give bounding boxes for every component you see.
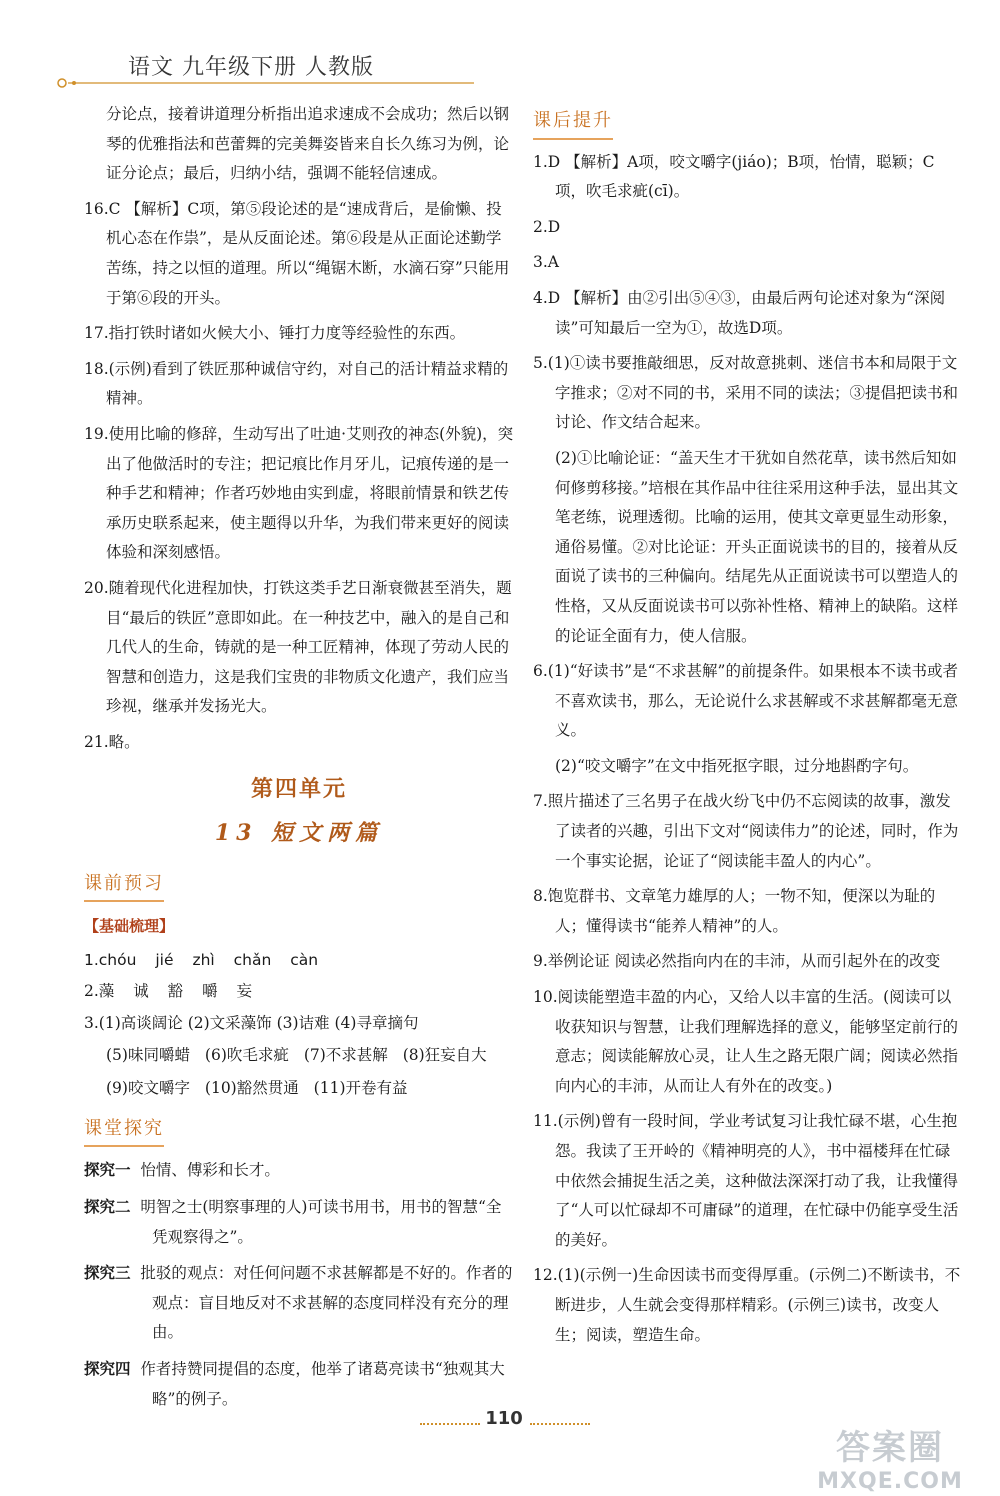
basic-3-item: (10)豁然贯通 [204,1079,299,1098]
footer-dots-right [530,1423,590,1425]
answer-r1: 1.D 【解析】A项，咬文嚼字(jiáo)；B项，怡情，聪颖；C项，吹毛求疵(cī)。 [533,152,935,201]
unit-title: 第四单元 [250,777,347,803]
header-ornament [56,76,476,90]
basic-3-item: (2)文采藻饰 [187,1014,272,1033]
answer-r3: 3.A [533,253,559,272]
basic-3-item: (9)咬文嚼字 [106,1079,190,1098]
answer-r6-2: (2)“咬文嚼字”在文中指死抠字眼，过分地斟酌字句。 [555,756,919,775]
basic-3-item: (7)不求甚解 [303,1045,388,1064]
answer-r5-1: 5.(1)①读书要推敲细思，反对故意挑刺、迷信书本和局限于文字推求；②对不同的书，采用不同的读法；③提倡把读书和讨论、作文结合起来。 [533,354,959,432]
answer-r6-1: 6.(1)“好读书”是“不求甚解”的前提条件。如果根本不读书或者不喜欢读书，那么，无论说什么求甚解或不求甚解都毫无意义。 [533,662,959,740]
explore-3 [84,1258,514,1348]
answer-19: 19.使用比喻的修辞，生动写出了吐迪·艾则孜的神态(外貌)，突出了他做活时的专注；把记痕比作月牙儿，记痕传递的是一种手艺和精神；作者巧妙地由实到虚，将眼前情景和铁艺传承历史联系起来，使主题得以升华，为我们带来更好的阅读体验和深刻感悟。 [84,424,514,562]
basic-review-heading: 【基础梳理】 [84,917,175,936]
basic-2: 2.藻 诚 豁 嚼 妄 [84,982,252,1001]
basic-3-row-3 [84,1074,514,1104]
basic-3-row-2 [84,1041,514,1071]
left-column [84,100,514,1420]
answer-r5-2: (2)①比喻论证：“盖天生才干犹如自然花草，读书然后知如何修剪移接。”培根在其作品中往往采用这种手法，显出其文笔老练，说理透彻。比喻的运用，使其文章更显生动形象，通俗易懂。②对比论证：开头正面说读书的目的，接着从反面说了读书的三种偏向。结尾先从正面说读书可以塑造人的性格，又从反面说读书可以弥补性格、精神上的缺陷。这样的论证全面有力，使人信服。 [555,448,959,645]
page-number: 110 [485,1408,523,1429]
answer-18: 18.(示例)看到了铁匠那种诚信守约，对自己的活计精益求精的精神。 [84,359,509,408]
explore-1 [84,1155,514,1186]
answer-r8: 8.饱览群书、文章笔力雄厚的人；一物不知，便深以为耻的人；懂得读书“能养人精神”的人。 [533,887,936,935]
explore-text: 作者持赞同提倡的态度，他举了诸葛亮读书“独观其大略”的例子。 [140,1359,505,1408]
explore-text: 怡情、傅彩和长才。 [140,1161,280,1180]
answer-r2: 2.D [533,217,561,236]
answer-continued: 分论点，接着讲道理分析指出追求速成不会成功；然后以钢琴的优雅指法和芭蕾舞的完美舞姿皆来自长久练习为例，论证分论点；最后，归纳小结，强调不能轻信速成。 [106,105,510,183]
answer-r10: 10.阅读能塑造丰盈的内心，又给人以丰富的生活。(阅读可以收获知识与智慧，让我们理解选择的意义，能够坚定前行的意志；阅读能解放心灵，让人生之路无限广阔；阅读必然指向内心的丰沛，从而让人有外在的改变。) [533,988,959,1095]
explore-label: 探究二 [84,1197,131,1216]
explore-text: 批驳的观点：对任何问题不求甚解都是不好的。作者的观点：盲目地反对不求甚解的态度同样没有充分的理由。 [140,1264,513,1342]
lesson-title: 13 短文两篇 [214,820,384,847]
answer-r11: 11.(示例)曾有一段时间，学业考试复习让我忙碌不堪，心生抱怨。我读了王开岭的《精神明亮的人》，书中福楼拜在忙碌中依然会捕捉生活之美，这种做法深深打动了我，让我懂得了“人可以忙碌却不可庸碌”的道理，在忙碌中仍能享受生活的美好。 [533,1112,959,1249]
basic-3-row-1 [84,1009,514,1039]
watermark-logo [790,1420,990,1494]
answer-20: 20.随着现代化进程加快，打铁这类手艺日渐衰微甚至消失，题目“最后的铁匠”意即如此。在一种技艺中，融入的是自己和几代人的生命，铸就的是一种工匠精神，体现了劳动人民的智慧和创造力，这是我们宝贵的非物质文化遗产，我们应当珍视，继承并发扬光大。 [84,578,512,716]
answer-16: 16.C 【解析】C项，第⑤段论述的是“速成背后，是偷懒、投机心态在作祟”，是从反面论述。第⑥段是从正面论述勤学苦练，持之以恒的道理。所以“绳锯木断，水滴石穿”只能用于第⑥段的开头。 [84,199,510,307]
right-column [533,100,963,1356]
answer-r4: 4.D 【解析】由②引出⑤④③，由最后两句论述对象为“深阅读”可知最后一空为①，故选D项。 [533,288,946,337]
answer-17: 17.指打铁时诸如火候大小、锤打力度等经验性的东西。 [84,324,466,343]
book-title: 语文 九年级下册 人教版 [128,55,374,80]
answer-r9: 9.举例论证 阅读必然指向内在的丰沛，从而引起外在的改变 [533,952,941,971]
basic-3-item: (11)开卷有益 [313,1079,408,1098]
explore-label: 探究四 [84,1358,131,1378]
basic-3-item: (5)味同嚼蜡 [106,1045,190,1064]
watermark-line-1: 答案圈 [836,1428,944,1468]
answer-21: 21.略。 [84,732,140,751]
explore-text: 明智之士(明察事理的人)可读书用书，用书的智慧“全凭观察得之”。 [140,1198,502,1246]
section-classroom: 课堂探究 [84,1114,164,1148]
basic-1: 1.chóu jié zhì chǎn càn [84,950,319,969]
page-header [0,0,1000,100]
basic-3-item: 3.(1)高谈阔论 [84,1014,183,1033]
footer-dots-left [420,1423,480,1425]
basic-3-item: (8)狂妄自大 [402,1045,487,1064]
basic-3-item: (3)诘难 [276,1014,330,1033]
answer-r7: 7.照片描述了三名男子在战火纷飞中仍不忘阅读的故事，激发了读者的兴趣，引出下文对“阅读伟力”的论述，同时，作为一个事实论据，论证了“阅读能丰盈人的内心”。 [533,792,959,870]
explore-label: 探究三 [84,1263,131,1283]
explore-2 [84,1192,514,1252]
explore-label: 探究一 [84,1160,131,1180]
basic-3-item: (6)吹毛求疵 [204,1045,289,1064]
section-after-class: 课后提升 [533,106,613,140]
watermark-line-2: MXQE.COM [817,1469,963,1494]
basic-3-item: (4)寻章摘句 [334,1014,419,1033]
section-preview: 课前预习 [84,869,164,903]
answer-r12: 12.(1)(示例一)生命因读书而变得厚重。(示例二)不断读书，不断进步，人生就会变得那样精彩。(示例三)读书，改变人生；阅读，塑造生命。 [533,1266,961,1344]
